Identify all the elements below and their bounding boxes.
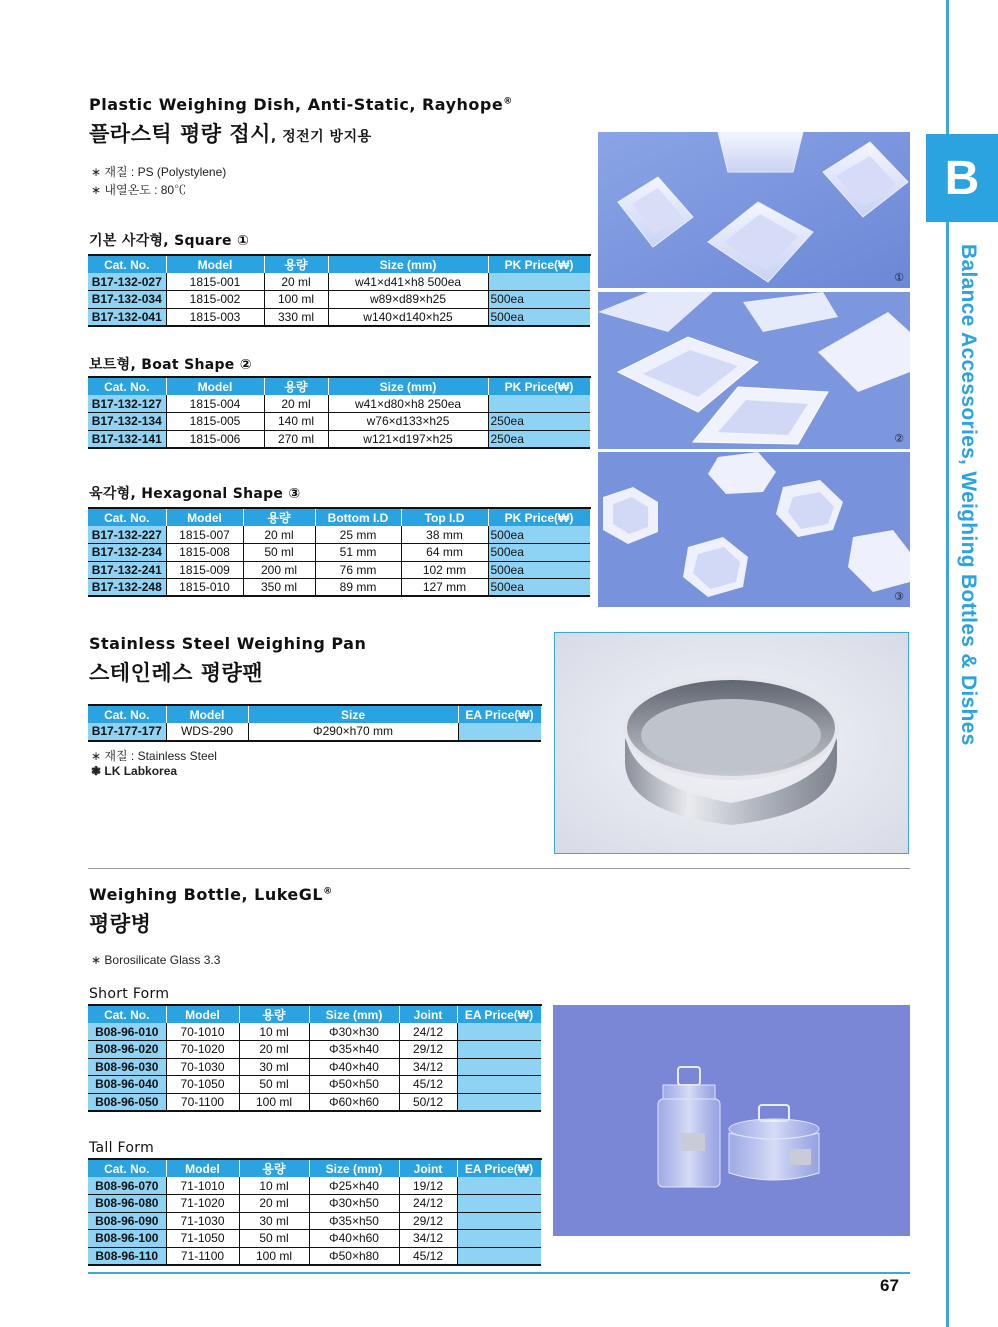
- column-header: 용량: [239, 1005, 309, 1023]
- price-cell: [488, 273, 590, 291]
- column-header: Model: [166, 508, 243, 526]
- table-row: [88, 413, 590, 431]
- cat-no-cell: B17-132-041: [88, 308, 166, 326]
- vertical-chapter-title: Balance Accessories, Weighing Bottles & Dishes: [957, 244, 980, 746]
- column-header: Model: [166, 1005, 239, 1023]
- cat-no-cell: B08-96-020: [88, 1041, 166, 1059]
- cat-no-cell: B17-132-027: [88, 273, 166, 291]
- tall-form-table: [88, 1158, 542, 1266]
- price-cell: [457, 1177, 541, 1195]
- table-cell: 1815-002: [166, 291, 264, 309]
- table-cell: 71-1030: [166, 1212, 239, 1230]
- cat-no-cell: B17-132-141: [88, 430, 166, 448]
- subsection-heading-square: 기본 사각형, Square ①: [89, 233, 250, 249]
- short-form-table: [88, 1004, 542, 1112]
- table-cell: Φ30×h30: [309, 1023, 399, 1041]
- column-header: EA Price(₩): [457, 1159, 541, 1177]
- table-row: [88, 723, 541, 741]
- section-tab: B: [926, 134, 998, 222]
- table-cell: 70-1010: [166, 1023, 239, 1041]
- column-header: Cat. No.: [88, 377, 166, 395]
- table-cell: Φ30×h50: [309, 1195, 399, 1213]
- table-cell: 70-1100: [166, 1093, 239, 1111]
- cat-no-cell: B17-132-034: [88, 291, 166, 309]
- table-row: [88, 430, 590, 448]
- short-form-heading: Short Form: [89, 986, 170, 1002]
- table-cell: w76×d133×h25: [328, 413, 488, 431]
- column-header: 용량: [264, 255, 328, 273]
- cat-no-cell: B08-96-080: [88, 1195, 166, 1213]
- table-cell: 10 ml: [239, 1177, 309, 1195]
- table-cell: 50 ml: [243, 544, 315, 562]
- table-cell: 24/12: [399, 1195, 457, 1213]
- photo-label-3: ③: [894, 590, 904, 603]
- tall-form-heading: Tall Form: [89, 1140, 155, 1156]
- table-row: [88, 1230, 541, 1248]
- table-cell: 71-1100: [166, 1247, 239, 1265]
- column-header: Cat. No.: [88, 705, 166, 723]
- table-row: [88, 561, 590, 579]
- column-header: PK Price(₩): [488, 508, 590, 526]
- cat-no-cell: B17-132-127: [88, 395, 166, 413]
- table-cell: 34/12: [399, 1230, 457, 1248]
- table-cell: 100 ml: [239, 1247, 309, 1265]
- weighing-bottle-title-ko: 평량병: [89, 912, 152, 936]
- table-cell: w41×d41×h8 500ea: [328, 273, 488, 291]
- table-row: [88, 1041, 541, 1059]
- weighing-bottle-title-en: Weighing Bottle, LukeGL®: [89, 885, 333, 904]
- cat-no-cell: B08-96-110: [88, 1247, 166, 1265]
- table-row: [88, 1058, 541, 1076]
- stainless-pan-table: [88, 704, 542, 742]
- column-header: PK Price(₩): [488, 377, 590, 395]
- price-cell: 500ea: [488, 579, 590, 597]
- table-cell: 330 ml: [264, 308, 328, 326]
- column-header: Model: [166, 255, 264, 273]
- table-cell: 76 mm: [315, 561, 401, 579]
- price-cell: [458, 723, 541, 741]
- table-cell: 20 ml: [264, 273, 328, 291]
- stainless-pan-title-en: Stainless Steel Weighing Pan: [89, 634, 367, 653]
- table-cell: 50 ml: [239, 1076, 309, 1094]
- table-row: [88, 291, 590, 309]
- section-title-ko: 플라스틱 평량 접시, 정전기 방지용: [89, 122, 372, 146]
- table-cell: 1815-008: [166, 544, 243, 562]
- table-cell: 1815-009: [166, 561, 243, 579]
- table-row: [88, 1177, 541, 1195]
- cat-no-cell: B08-96-070: [88, 1177, 166, 1195]
- price-cell: 250ea: [488, 430, 590, 448]
- table-row: [88, 395, 590, 413]
- table-cell: 100 ml: [239, 1093, 309, 1111]
- hexagonal-dish-photo: [598, 452, 910, 607]
- column-header: Bottom I.D: [315, 508, 401, 526]
- price-cell: [488, 395, 590, 413]
- table-row: [88, 579, 590, 597]
- table-cell: 50 ml: [239, 1230, 309, 1248]
- table-cell: 270 ml: [264, 430, 328, 448]
- column-header: Size (mm): [328, 255, 488, 273]
- section-divider: [88, 868, 910, 869]
- boat-dish-table: [88, 376, 591, 449]
- table-cell: 70-1030: [166, 1058, 239, 1076]
- table-cell: 1815-004: [166, 395, 264, 413]
- column-header: Top I.D: [401, 508, 488, 526]
- table-cell: Φ60×h60: [309, 1093, 399, 1111]
- table-cell: 38 mm: [401, 526, 488, 544]
- table-cell: 140 ml: [264, 413, 328, 431]
- square-dish-table: [88, 254, 591, 327]
- column-header: Size (mm): [309, 1005, 399, 1023]
- column-header: Model: [166, 377, 264, 395]
- table-cell: 30 ml: [239, 1058, 309, 1076]
- glass-note: ∗ Borosilicate Glass 3.3: [91, 953, 221, 967]
- table-cell: Φ25×h40: [309, 1177, 399, 1195]
- column-header: Model: [166, 705, 248, 723]
- table-row: [88, 273, 590, 291]
- price-cell: [457, 1023, 541, 1041]
- table-cell: Φ40×h60: [309, 1230, 399, 1248]
- column-header: Model: [166, 1159, 239, 1177]
- table-cell: 71-1010: [166, 1177, 239, 1195]
- column-header: Cat. No.: [88, 1005, 166, 1023]
- cat-no-cell: B08-96-100: [88, 1230, 166, 1248]
- table-row: [88, 1076, 541, 1094]
- table-cell: Φ35×h40: [309, 1041, 399, 1059]
- boat-dish-photo: [598, 292, 910, 449]
- table-cell: 70-1020: [166, 1041, 239, 1059]
- cat-no-cell: B17-132-227: [88, 526, 166, 544]
- stainless-pan-photo: [554, 632, 909, 854]
- cat-no-cell: B08-96-050: [88, 1093, 166, 1111]
- column-header: Size (mm): [328, 377, 488, 395]
- pan-material-note: ∗ 재질 : Stainless Steel: [91, 749, 217, 763]
- weighing-bottle-photo: [553, 1005, 910, 1236]
- column-header: EA Price(₩): [457, 1005, 541, 1023]
- table-row: [88, 526, 590, 544]
- hexagonal-dish-table: [88, 507, 591, 597]
- table-cell: 20 ml: [239, 1195, 309, 1213]
- cat-no-cell: B17-132-248: [88, 579, 166, 597]
- table-row: [88, 1093, 541, 1111]
- price-cell: 500ea: [488, 544, 590, 562]
- price-cell: [457, 1058, 541, 1076]
- price-cell: [457, 1195, 541, 1213]
- column-header: Joint: [399, 1159, 457, 1177]
- cat-no-cell: B17-132-241: [88, 561, 166, 579]
- column-header: EA Price(₩): [458, 705, 541, 723]
- table-cell: 1815-006: [166, 430, 264, 448]
- cat-no-cell: B08-96-030: [88, 1058, 166, 1076]
- price-cell: 500ea: [488, 291, 590, 309]
- price-cell: 500ea: [488, 526, 590, 544]
- table-cell: 20 ml: [243, 526, 315, 544]
- table-cell: 29/12: [399, 1041, 457, 1059]
- material-note: ∗ 재질 : PS (Polystylene): [91, 165, 227, 179]
- price-cell: [457, 1041, 541, 1059]
- subsection-heading-boat: 보트형, Boat Shape ②: [89, 357, 252, 373]
- table-cell: 1815-005: [166, 413, 264, 431]
- table-row: [88, 1247, 541, 1265]
- table-cell: w140×d140×h25: [328, 308, 488, 326]
- table-cell: 1815-001: [166, 273, 264, 291]
- table-row: [88, 1195, 541, 1213]
- table-cell: Φ50×h80: [309, 1247, 399, 1265]
- table-cell: Φ40×h40: [309, 1058, 399, 1076]
- table-cell: 25 mm: [315, 526, 401, 544]
- table-cell: 64 mm: [401, 544, 488, 562]
- column-header: Cat. No.: [88, 1159, 166, 1177]
- table-cell: 45/12: [399, 1076, 457, 1094]
- price-cell: 500ea: [488, 561, 590, 579]
- column-header: 용량: [243, 508, 315, 526]
- table-cell: Φ290×h70 mm: [248, 723, 458, 741]
- column-header: Cat. No.: [88, 508, 166, 526]
- column-header: PK Price(₩): [488, 255, 590, 273]
- section-title-en: Plastic Weighing Dish, Anti-Static, Rayhope®: [89, 95, 513, 114]
- cat-no-cell: B17-132-134: [88, 413, 166, 431]
- table-cell: 1815-010: [166, 579, 243, 597]
- price-cell: [457, 1076, 541, 1094]
- cat-no-cell: B08-96-010: [88, 1023, 166, 1041]
- table-cell: 19/12: [399, 1177, 457, 1195]
- table-cell: 89 mm: [315, 579, 401, 597]
- table-cell: 1815-007: [166, 526, 243, 544]
- photo-label-2: ②: [894, 432, 904, 445]
- table-cell: 51 mm: [315, 544, 401, 562]
- table-cell: 20 ml: [239, 1041, 309, 1059]
- table-row: [88, 1212, 541, 1230]
- table-cell: 200 ml: [243, 561, 315, 579]
- table-cell: 10 ml: [239, 1023, 309, 1041]
- brand-note: ❃ LK Labkorea: [91, 764, 178, 778]
- table-cell: 70-1050: [166, 1076, 239, 1094]
- price-cell: [457, 1230, 541, 1248]
- table-cell: 102 mm: [401, 561, 488, 579]
- table-cell: Φ35×h50: [309, 1212, 399, 1230]
- table-row: [88, 308, 590, 326]
- table-cell: 24/12: [399, 1023, 457, 1041]
- cat-no-cell: B08-96-090: [88, 1212, 166, 1230]
- price-cell: [457, 1212, 541, 1230]
- page-number: 67: [880, 1276, 899, 1295]
- table-cell: 50/12: [399, 1093, 457, 1111]
- table-cell: 100 ml: [264, 291, 328, 309]
- table-cell: Φ50×h50: [309, 1076, 399, 1094]
- table-row: [88, 1023, 541, 1041]
- stainless-pan-title-ko: 스테인레스 평량팬: [89, 661, 264, 685]
- table-cell: 30 ml: [239, 1212, 309, 1230]
- column-header: Cat. No.: [88, 255, 166, 273]
- price-cell: [457, 1093, 541, 1111]
- table-cell: WDS-290: [166, 723, 248, 741]
- table-cell: 71-1020: [166, 1195, 239, 1213]
- table-cell: 34/12: [399, 1058, 457, 1076]
- subsection-heading-hex: 육각형, Hexagonal Shape ③: [89, 486, 301, 502]
- price-cell: 250ea: [488, 413, 590, 431]
- table-cell: w41×d80×h8 250ea: [328, 395, 488, 413]
- footer-rule: [88, 1272, 910, 1274]
- column-header: 용량: [264, 377, 328, 395]
- photo-label-1: ①: [894, 271, 904, 284]
- table-cell: 350 ml: [243, 579, 315, 597]
- table-cell: 71-1050: [166, 1230, 239, 1248]
- temperature-note: ∗ 내열온도 : 80℃: [91, 183, 187, 197]
- column-header: 용량: [239, 1159, 309, 1177]
- table-cell: 1815-003: [166, 308, 264, 326]
- column-header: Joint: [399, 1005, 457, 1023]
- table-row: [88, 544, 590, 562]
- table-cell: 127 mm: [401, 579, 488, 597]
- cat-no-cell: B17-132-234: [88, 544, 166, 562]
- table-cell: 45/12: [399, 1247, 457, 1265]
- price-cell: [457, 1247, 541, 1265]
- square-dish-photo: [598, 132, 910, 288]
- table-cell: w121×d197×h25: [328, 430, 488, 448]
- table-cell: 29/12: [399, 1212, 457, 1230]
- cat-no-cell: B17-177-177: [88, 723, 166, 741]
- column-header: Size: [248, 705, 458, 723]
- price-cell: 500ea: [488, 308, 590, 326]
- table-cell: w89×d89×h25: [328, 291, 488, 309]
- table-cell: 20 ml: [264, 395, 328, 413]
- column-header: Size (mm): [309, 1159, 399, 1177]
- cat-no-cell: B08-96-040: [88, 1076, 166, 1094]
